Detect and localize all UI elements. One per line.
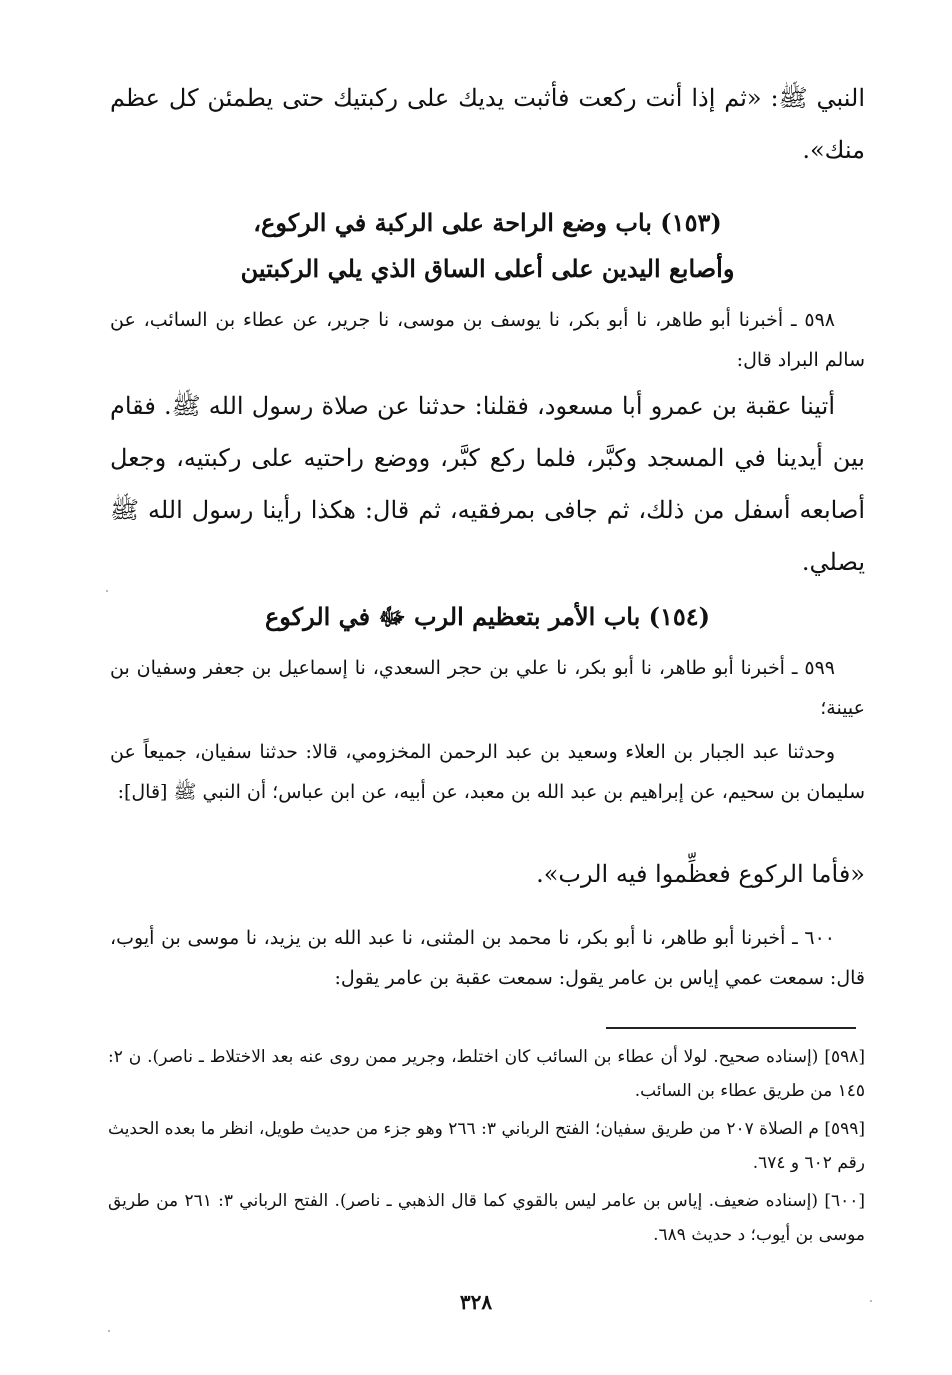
hadith-600-isnad [110, 918, 865, 998]
hadith-599-isnad-text: ٥٩٩ ـ أخبرنا أبو طاهر، نا أبو بكر، نا علي بن حجر السعدي، نا إسماعيل بن جعفر وسفيان بن عيينة؛ [110, 657, 865, 719]
intro-text: النبي ﷺ: «ثم إذا أنت ركعت فأثبت يديك على ركبتيك حتى يطمئن كل عظم منك». [110, 84, 865, 164]
scan-speck [108, 1330, 110, 1332]
hadith-598-isnad [110, 300, 865, 380]
intro-paragraph [110, 72, 865, 176]
footnote-598-text: (إسناده صحيح. لولا أن عطاء بن السائب كان اختلط، وجرير ممن روى عنه بعد الاختلاط ـ ناصر). ن ٢: ١٤٥ من طريق عطاء بن السائب. [108, 1047, 865, 1101]
footnote-600-text: (إسناده ضعيف. إياس بن عامر ليس بالقوي كما قال الذهبي ـ ناصر). الفتح الرباني ٣: ٢٦١ من طريق موسى بن أيوب؛ د حديث ٦٨٩. [108, 1191, 865, 1245]
chapter-154-heading [110, 594, 865, 640]
footnote-598 [108, 1040, 865, 1108]
chapter-153-heading [110, 200, 865, 292]
hadith-600-isnad-text: ٦٠٠ ـ أخبرنا أبو طاهر، نا أبو بكر، نا محمد بن المثنى، نا عبد الله بن يزيد، نا موسى بن أيوب، قال: سمعت عمي إياس بن عامر يقول: سمعت عقبة بن عامر يقول: [110, 927, 865, 989]
footnote-separator [606, 1027, 856, 1029]
hadith-598-matn [110, 380, 865, 588]
scan-speck [870, 1300, 872, 1302]
chapter-153-heading-line2: وأصابع اليدين على أعلى الساق الذي يلي الركبتين [240, 254, 735, 283]
hadith-598-isnad-text: ٥٩٨ ـ أخبرنا أبو طاهر، نا أبو بكر، نا يوسف بن موسى، نا جرير، عن عطاء بن السائب، عن سالم البراد قال: [110, 309, 865, 371]
footnote-600 [108, 1184, 865, 1252]
chapter-154-heading-line: (١٥٤) باب الأمر بتعظيم الرب ﷻ في الركوع [264, 602, 711, 631]
scan-speck [106, 590, 108, 592]
chapter-153-heading-line1: (١٥٣) باب وضع الراحة على الركبة في الركوع، [253, 208, 722, 237]
hadith-599-matn [110, 848, 865, 900]
hadith-598-matn-text: أتينا عقبة بن عمرو أبا مسعود، فقلنا: حدثنا عن صلاة رسول الله ﷺ. فقام بين أيدينا في المسجد وكبَّر، فلما ركع كبَّر، ووضع راحتيه على ركبتيه، وجعل أصابعه أسفل من ذلك، ثم جافى بمرفقيه، ثم قال: هكذا رأينا رسول الله ﷺ يصلي. [110, 392, 865, 576]
footnote-598-ref: [٥٩٨] [824, 1047, 865, 1067]
footnote-600-ref: [٦٠٠] [824, 1191, 865, 1211]
footnote-599-text: م الصلاة ٢٠٧ من طريق سفيان؛ الفتح الرباني ٣: ٢٦٦ وهو جزء من حديث طويل، انظر ما بعده الحديث رقم ٦٠٢ و ٦٧٤. [108, 1119, 865, 1173]
hadith-599-isnad-2 [110, 732, 865, 812]
hadith-599-isnad [110, 648, 865, 728]
hadith-599-isnad-2-text: وحدثنا عبد الجبار بن العلاء وسعيد بن عبد الرحمن المخزومي، قالا: حدثنا سفيان، جميعاً عن سليمان بن سحيم، عن إبراهيم بن عبد الله بن معبد، عن أبيه، عن ابن عباس؛ أن النبي ﷺ [قال]: [110, 741, 865, 803]
hadith-599-matn-text: «فأما الركوع فعظِّموا فيه الرب». [536, 860, 865, 888]
footnote-599-ref: [٥٩٩] [824, 1119, 865, 1139]
footnote-599 [108, 1112, 865, 1180]
page-number: ٣٢٨ [459, 1290, 493, 1314]
